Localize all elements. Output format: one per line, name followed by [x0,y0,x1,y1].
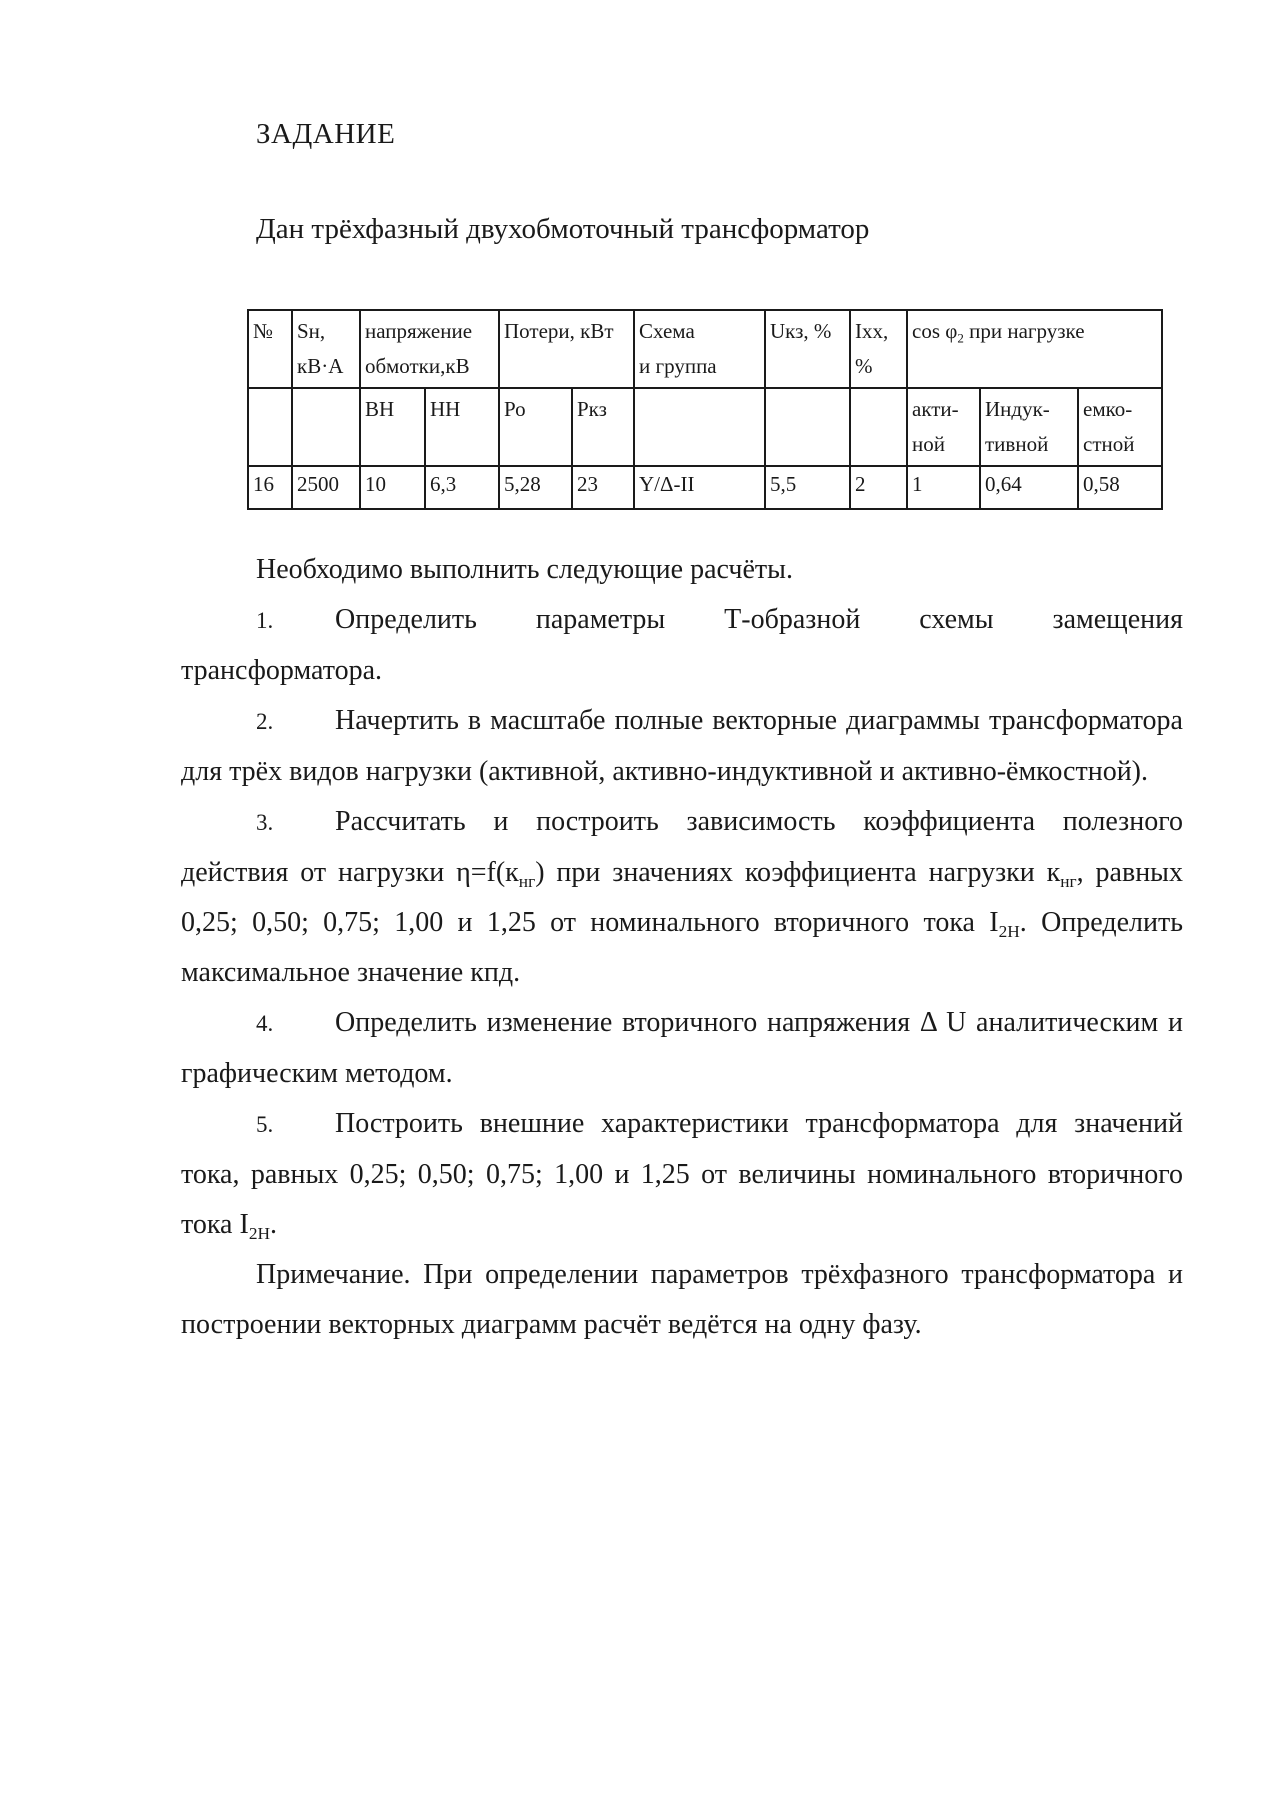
table-row [248,466,1162,509]
subheader-inductive: Индук- тивной [980,388,1078,466]
cell-inductive: 0,64 [980,466,1078,509]
item-number: 5. [256,1112,274,1137]
header-scheme: Схема и группа [634,310,765,388]
cell-no-load-current: 2 [850,466,907,509]
cell-rated-power: 2500 [292,466,360,509]
subheader-no-load-loss: Ро [499,388,572,466]
cell-no-load-loss: 5,28 [499,466,572,509]
page-subtitle: Дан трёхфазный двухобмоточный трансформатор [256,213,870,245]
header-no-load-current: Iхх, % [850,310,907,388]
subheader-capacitive: емко- стной [1078,388,1162,466]
cell-capacitive: 0,58 [1078,466,1162,509]
list-item: 1. Определить параметры Т-образной схемы замещения трансформатора. [181,595,1183,696]
list-item: 5. Построить внешние характеристики трансформатора для значений тока, равных 0,25; 0,50; 0,75; 1,00 и 1,25 от величины номинального вторичного тока $I_{2Н}$. [181,1099,1183,1250]
note-paragraph: Примечание. При определении параметров трёхфазного трансформатора и построении векторных диаграмм расчёт ведётся на одну фазу. [181,1259,1183,1340]
header-number: № [248,310,292,388]
subheader-short-circuit-loss: Ркз [572,388,634,466]
subheader-active: акти- ной [907,388,980,466]
item-number: 3. [256,810,274,835]
header-rated-power: Sн, кВ·А [292,310,360,388]
cell-active: 1 [907,466,980,509]
item-number: 2. [256,709,274,734]
list-item: 4. Определить изменение вторичного напряжения Δ U аналитическим и графическим методом. [181,998,1183,1099]
table-subheader-row [248,388,1162,466]
cell-scheme: Y/Δ-II [634,466,765,509]
intro-paragraph: Необходимо выполнить следующие расчёты. [256,554,793,585]
transformer-parameters-table [247,309,1163,510]
cell-short-circuit-loss: 23 [572,466,634,509]
table-header-row [248,310,1162,388]
header-power-factor: $\cos \varphi_2$ при нагрузке [907,310,1162,388]
item-number: 4. [256,1011,274,1036]
cell-number: 16 [248,466,292,509]
header-short-circuit-voltage: Uкз, % [765,310,850,388]
cell-lv: 6,3 [425,466,499,509]
subheader-hv: ВН [360,388,425,466]
header-losses: Потери, кВт [499,310,634,388]
task-body [181,545,1183,1350]
list-item: 3. Рассчитать и построить зависимость коэффициента полезного действия от нагрузки $\eta=f(к_{нг})$ при значениях коэффициента нагрузки $к_{нг}$, равных 0,25; 0,50; 0,75; 1,00 и 1,25 от номинального вторичного тока $I_{2Н}$. Определить максимальное значение кпд. [181,797,1183,998]
list-item: 2. Начертить в масштабе полные векторные диаграммы трансформатора для трёх видов нагрузки (активной, активно-индуктивной и активно-ёмкостной). [181,696,1183,797]
page-title: ЗАДАНИЕ [256,118,396,150]
header-winding-voltage: напряжение обмотки,кВ [360,310,499,388]
cell-short-circuit-voltage: 5,5 [765,466,850,509]
item-number: 1. [256,608,274,633]
cell-hv: 10 [360,466,425,509]
subheader-lv: НН [425,388,499,466]
